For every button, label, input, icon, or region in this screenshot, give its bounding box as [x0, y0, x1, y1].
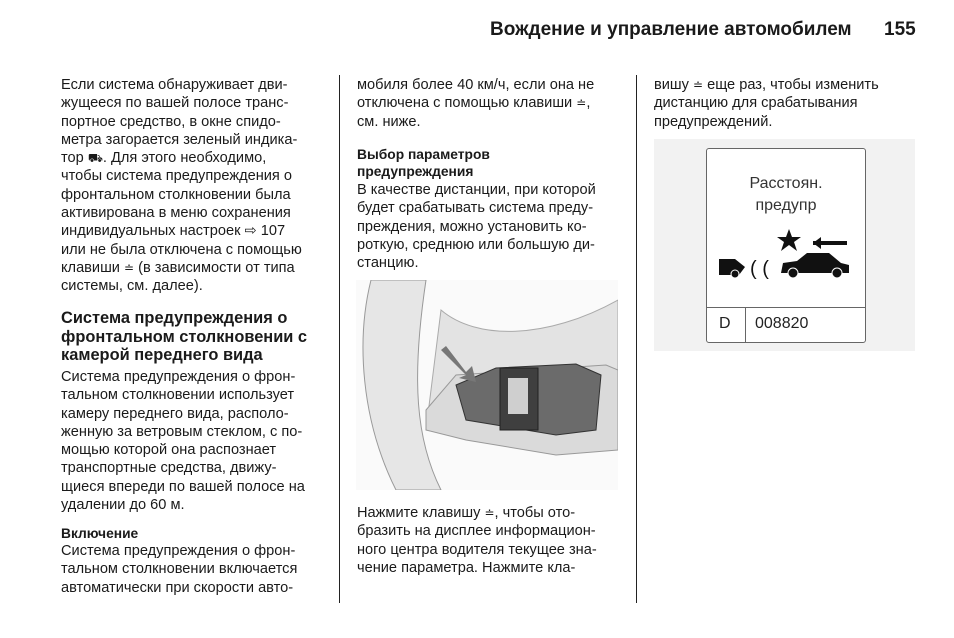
car-indicator-icon: ⛟	[87, 151, 103, 166]
text: Нажмите клавишу	[357, 505, 485, 521]
section-heading: Система предупреждения о фронтальном столкновении с камерой переднего вида	[61, 309, 308, 365]
paragraph-camera: Система предупреждения о фрон- тальном столкновении использует камеру переднего вида, располо- женную за ветровым стеклом, с по- мощью которой она распознает транспортные средства, движу- щиеся впереди по вашей полосе на удалении до 60 м.	[61, 369, 305, 514]
collision-alert-key-icon: ≐	[124, 260, 135, 275]
gear-divider	[745, 307, 746, 342]
text: мобиля более 40 км/ч, если она не отключена с помощью клавиши	[357, 77, 595, 112]
collision-alert-key-icon: ≐	[576, 96, 587, 111]
display-title-line2: предупр	[755, 197, 817, 214]
driver-info-display	[706, 148, 866, 343]
text: , чтобы ото- бразить на дисплее информацион- ного центра водителя текущее зна- чение параметра. Нажмите кла-	[357, 505, 597, 576]
text: Если система обнаруживает дви- жущееся по вашей полосе транс- портное средство, в окне спидо- метра загорается зеленый индика- тор	[61, 77, 298, 167]
collision-alert-key-icon: ≐	[692, 78, 704, 92]
text: , см. ниже.	[357, 95, 591, 130]
following-distance-icon	[717, 227, 857, 279]
steering-wheel-illustration	[356, 280, 618, 490]
paragraph-speed	[357, 76, 594, 131]
text: вишу	[654, 77, 693, 93]
column-divider	[636, 75, 637, 603]
display-illustration	[654, 139, 915, 351]
subheading-activation: Включение	[61, 526, 139, 541]
column-divider	[339, 75, 340, 603]
svg-text:( (: ( (	[750, 258, 769, 279]
paragraph-change-distance	[654, 76, 879, 131]
subheading-settings: Выбор параметров предупреждения	[357, 147, 490, 179]
paragraph-distance: В качестве дистанции, при которой будет срабатывать система преду- преждения, можно установить ко- роткую, среднюю или большую ди- станцию.	[357, 182, 596, 272]
paragraph-press-key	[357, 504, 597, 577]
display-title-line1: Расстоян.	[749, 175, 823, 192]
text: еще раз, чтобы изменить дистанцию для срабатывания предупреждений.	[654, 77, 879, 130]
odometer: 008820	[755, 315, 809, 332]
text: (в зависимости от типа системы, см. далее).	[61, 259, 295, 295]
running-header: Вождение и управление автомобилем	[490, 19, 852, 40]
paragraph-activation: Система предупреждения о фрон- тальном столкновении включается автоматически при скорости авто-	[61, 543, 298, 596]
text: . Для этого необходимо, чтобы система предупреждения о фронтальном столкновении была активирована в меню сохранения индивидуальных настроек ⇨ 107 или не была отключена с помощью клавиши	[61, 150, 302, 276]
paragraph-detection	[61, 76, 336, 296]
page-number: 155	[884, 19, 916, 40]
gear-indicator: D	[719, 315, 731, 332]
collision-alert-key-icon: ≐	[484, 506, 495, 520]
status-bar-divider	[707, 307, 865, 308]
